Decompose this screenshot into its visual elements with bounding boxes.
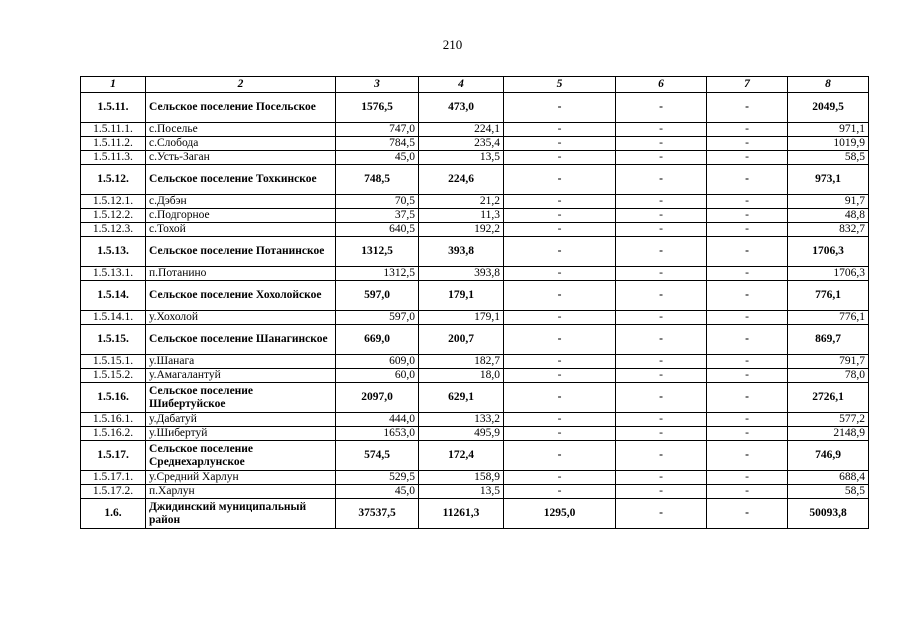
col-3-value: 1653,0 xyxy=(336,427,419,441)
row-name: с.Усть-Заган xyxy=(146,151,336,165)
col-6-value: - xyxy=(616,355,707,369)
total-value: 48,8 xyxy=(788,209,869,223)
row-code: 1.5.15.2. xyxy=(81,369,146,383)
col-3-value: 597,0 xyxy=(336,281,419,311)
row-code: 1.5.16. xyxy=(81,383,146,413)
col-3-value: 45,0 xyxy=(336,151,419,165)
col-5-value: - xyxy=(504,209,616,223)
row-name: Сельское поселение Среднехарлунское xyxy=(146,441,336,471)
row-name: Сельское поселение Шанагинское xyxy=(146,325,336,355)
row-code: 1.5.11.2. xyxy=(81,137,146,151)
row-code: 1.5.15. xyxy=(81,325,146,355)
row-code: 1.5.16.2. xyxy=(81,427,146,441)
table-row xyxy=(81,311,869,325)
table-row-group xyxy=(81,281,869,311)
col-6-value: - xyxy=(616,499,707,529)
col-7-value: - xyxy=(707,137,788,151)
total-value: 50093,8 xyxy=(788,499,869,529)
col-7-value: - xyxy=(707,165,788,195)
row-code: 1.5.11.3. xyxy=(81,151,146,165)
table-row xyxy=(81,369,869,383)
total-value: 776,1 xyxy=(788,281,869,311)
table-row-group xyxy=(81,499,869,529)
col-3-value: 748,5 xyxy=(336,165,419,195)
table-row-group xyxy=(81,237,869,267)
row-name: п.Потанино xyxy=(146,267,336,281)
col-3-value: 669,0 xyxy=(336,325,419,355)
total-value: 746,9 xyxy=(788,441,869,471)
row-code: 1.5.14.1. xyxy=(81,311,146,325)
col-6-value: - xyxy=(616,123,707,137)
col-5-value: - xyxy=(504,151,616,165)
col-4-value: 179,1 xyxy=(419,281,504,311)
table-row-group xyxy=(81,383,869,413)
col-7-value: - xyxy=(707,325,788,355)
col-7-value: - xyxy=(707,281,788,311)
table-row xyxy=(81,209,869,223)
col-4-value: 224,6 xyxy=(419,165,504,195)
row-code: 1.5.14. xyxy=(81,281,146,311)
col-7-value: - xyxy=(707,223,788,237)
row-code: 1.5.17.1. xyxy=(81,471,146,485)
row-name: Джидинский муниципальный район xyxy=(146,499,336,529)
table-row xyxy=(81,223,869,237)
row-name: Сельское поселение Тохкинское xyxy=(146,165,336,195)
col-4-value: 495,9 xyxy=(419,427,504,441)
col-3-value: 70,5 xyxy=(336,195,419,209)
col-6-value: - xyxy=(616,267,707,281)
table-row-group xyxy=(81,93,869,123)
column-header: 2 xyxy=(146,77,336,93)
column-header: 4 xyxy=(419,77,504,93)
row-code: 1.5.16.1. xyxy=(81,413,146,427)
table-row xyxy=(81,355,869,369)
col-4-value: 11261,3 xyxy=(419,499,504,529)
col-4-value: 13,5 xyxy=(419,485,504,499)
table-body xyxy=(81,93,869,529)
col-6-value: - xyxy=(616,165,707,195)
total-value: 2726,1 xyxy=(788,383,869,413)
total-value: 577,2 xyxy=(788,413,869,427)
col-5-value: - xyxy=(504,281,616,311)
row-code: 1.5.12.2. xyxy=(81,209,146,223)
total-value: 58,5 xyxy=(788,151,869,165)
row-code: 1.5.11.1. xyxy=(81,123,146,137)
col-6-value: - xyxy=(616,311,707,325)
col-6-value: - xyxy=(616,383,707,413)
col-7-value: - xyxy=(707,195,788,209)
col-4-value: 473,0 xyxy=(419,93,504,123)
col-7-value: - xyxy=(707,209,788,223)
column-header: 8 xyxy=(788,77,869,93)
table-row xyxy=(81,137,869,151)
col-6-value: - xyxy=(616,209,707,223)
col-4-value: 133,2 xyxy=(419,413,504,427)
column-header: 3 xyxy=(336,77,419,93)
col-5-value: - xyxy=(504,485,616,499)
row-code: 1.5.13.1. xyxy=(81,267,146,281)
table-row-group xyxy=(81,441,869,471)
col-6-value: - xyxy=(616,369,707,383)
col-6-value: - xyxy=(616,137,707,151)
total-value: 2148,9 xyxy=(788,427,869,441)
col-4-value: 235,4 xyxy=(419,137,504,151)
col-5-value: - xyxy=(504,237,616,267)
data-table xyxy=(80,76,869,529)
col-3-value: 1312,5 xyxy=(336,237,419,267)
col-7-value: - xyxy=(707,427,788,441)
col-3-value: 2097,0 xyxy=(336,383,419,413)
col-7-value: - xyxy=(707,499,788,529)
col-4-value: 393,8 xyxy=(419,237,504,267)
table-row xyxy=(81,151,869,165)
row-name: у.Шибертуй xyxy=(146,427,336,441)
col-5-value: - xyxy=(504,311,616,325)
row-name: у.Средний Харлун xyxy=(146,471,336,485)
col-7-value: - xyxy=(707,471,788,485)
col-3-value: 784,5 xyxy=(336,137,419,151)
row-name: у.Шанага xyxy=(146,355,336,369)
table-row xyxy=(81,123,869,137)
col-4-value: 200,7 xyxy=(419,325,504,355)
col-4-value: 158,9 xyxy=(419,471,504,485)
col-3-value: 747,0 xyxy=(336,123,419,137)
row-name: Сельское поселение Шибертуйское xyxy=(146,383,336,413)
col-6-value: - xyxy=(616,223,707,237)
col-7-value: - xyxy=(707,311,788,325)
page-number: 210 xyxy=(442,37,463,52)
col-5-value: - xyxy=(504,165,616,195)
total-value: 973,1 xyxy=(788,165,869,195)
col-5-value: - xyxy=(504,369,616,383)
col-6-value: - xyxy=(616,485,707,499)
col-3-value: 640,5 xyxy=(336,223,419,237)
col-5-value: - xyxy=(504,93,616,123)
table-row-group xyxy=(81,325,869,355)
row-name: п.Харлун xyxy=(146,485,336,499)
col-5-value: 1295,0 xyxy=(504,499,616,529)
row-code: 1.5.11. xyxy=(81,93,146,123)
col-7-value: - xyxy=(707,237,788,267)
col-4-value: 182,7 xyxy=(419,355,504,369)
col-7-value: - xyxy=(707,441,788,471)
col-7-value: - xyxy=(707,485,788,499)
total-value: 2049,5 xyxy=(788,93,869,123)
col-3-value: 45,0 xyxy=(336,485,419,499)
col-6-value: - xyxy=(616,151,707,165)
row-name: Сельское поселение Потанинское xyxy=(146,237,336,267)
col-7-value: - xyxy=(707,413,788,427)
total-value: 91,7 xyxy=(788,195,869,209)
row-name: Сельское поселение Посельское xyxy=(146,93,336,123)
col-4-value: 13,5 xyxy=(419,151,504,165)
table-row xyxy=(81,413,869,427)
col-6-value: - xyxy=(616,325,707,355)
col-5-value: - xyxy=(504,267,616,281)
col-5-value: - xyxy=(504,355,616,369)
col-4-value: 179,1 xyxy=(419,311,504,325)
col-5-value: - xyxy=(504,413,616,427)
row-code: 1.5.17.2. xyxy=(81,485,146,499)
col-6-value: - xyxy=(616,413,707,427)
col-6-value: - xyxy=(616,441,707,471)
col-3-value: 37,5 xyxy=(336,209,419,223)
total-value: 688,4 xyxy=(788,471,869,485)
col-7-value: - xyxy=(707,369,788,383)
table-row xyxy=(81,195,869,209)
col-4-value: 393,8 xyxy=(419,267,504,281)
col-5-value: - xyxy=(504,471,616,485)
row-name: у.Амагалантуй xyxy=(146,369,336,383)
row-code: 1.6. xyxy=(81,499,146,529)
col-7-value: - xyxy=(707,267,788,281)
total-value: 78,0 xyxy=(788,369,869,383)
table-row xyxy=(81,471,869,485)
column-header: 1 xyxy=(81,77,146,93)
total-value: 971,1 xyxy=(788,123,869,137)
row-name: с.Слобода xyxy=(146,137,336,151)
table-header xyxy=(81,77,869,93)
col-4-value: 11,3 xyxy=(419,209,504,223)
table-row xyxy=(81,485,869,499)
total-value: 1706,3 xyxy=(788,267,869,281)
row-name: у.Хохолой xyxy=(146,311,336,325)
row-code: 1.5.17. xyxy=(81,441,146,471)
total-value: 776,1 xyxy=(788,311,869,325)
row-name: с.Дэбэн xyxy=(146,195,336,209)
col-3-value: 574,5 xyxy=(336,441,419,471)
col-4-value: 21,2 xyxy=(419,195,504,209)
total-value: 1019,9 xyxy=(788,137,869,151)
col-6-value: - xyxy=(616,237,707,267)
col-7-value: - xyxy=(707,93,788,123)
total-value: 791,7 xyxy=(788,355,869,369)
row-code: 1.5.12. xyxy=(81,165,146,195)
column-header: 6 xyxy=(616,77,707,93)
col-3-value: 597,0 xyxy=(336,311,419,325)
col-4-value: 172,4 xyxy=(419,441,504,471)
row-name: с.Подгорное xyxy=(146,209,336,223)
total-value: 1706,3 xyxy=(788,237,869,267)
table-row xyxy=(81,267,869,281)
col-5-value: - xyxy=(504,123,616,137)
col-7-value: - xyxy=(707,123,788,137)
col-3-value: 609,0 xyxy=(336,355,419,369)
total-value: 832,7 xyxy=(788,223,869,237)
col-6-value: - xyxy=(616,195,707,209)
row-name: с.Тохой xyxy=(146,223,336,237)
row-code: 1.5.15.1. xyxy=(81,355,146,369)
col-7-value: - xyxy=(707,355,788,369)
col-3-value: 37537,5 xyxy=(336,499,419,529)
col-3-value: 1312,5 xyxy=(336,267,419,281)
table-row-group xyxy=(81,165,869,195)
col-5-value: - xyxy=(504,427,616,441)
column-header: 5 xyxy=(504,77,616,93)
col-4-value: 192,2 xyxy=(419,223,504,237)
col-5-value: - xyxy=(504,441,616,471)
col-3-value: 529,5 xyxy=(336,471,419,485)
col-7-value: - xyxy=(707,151,788,165)
col-4-value: 224,1 xyxy=(419,123,504,137)
col-6-value: - xyxy=(616,471,707,485)
col-5-value: - xyxy=(504,137,616,151)
col-5-value: - xyxy=(504,223,616,237)
row-name: Сельское поселение Хохолойское xyxy=(146,281,336,311)
row-name: у.Дабатуй xyxy=(146,413,336,427)
col-7-value: - xyxy=(707,383,788,413)
row-code: 1.5.13. xyxy=(81,237,146,267)
row-name: с.Поселье xyxy=(146,123,336,137)
col-3-value: 1576,5 xyxy=(336,93,419,123)
col-6-value: - xyxy=(616,281,707,311)
col-3-value: 60,0 xyxy=(336,369,419,383)
column-header: 7 xyxy=(707,77,788,93)
col-5-value: - xyxy=(504,195,616,209)
row-code: 1.5.12.3. xyxy=(81,223,146,237)
col-5-value: - xyxy=(504,325,616,355)
table-row xyxy=(81,427,869,441)
total-value: 869,7 xyxy=(788,325,869,355)
col-5-value: - xyxy=(504,383,616,413)
col-6-value: - xyxy=(616,427,707,441)
header-row xyxy=(81,77,869,93)
row-code: 1.5.12.1. xyxy=(81,195,146,209)
col-4-value: 629,1 xyxy=(419,383,504,413)
col-4-value: 18,0 xyxy=(419,369,504,383)
total-value: 58,5 xyxy=(788,485,869,499)
col-6-value: - xyxy=(616,93,707,123)
col-3-value: 444,0 xyxy=(336,413,419,427)
